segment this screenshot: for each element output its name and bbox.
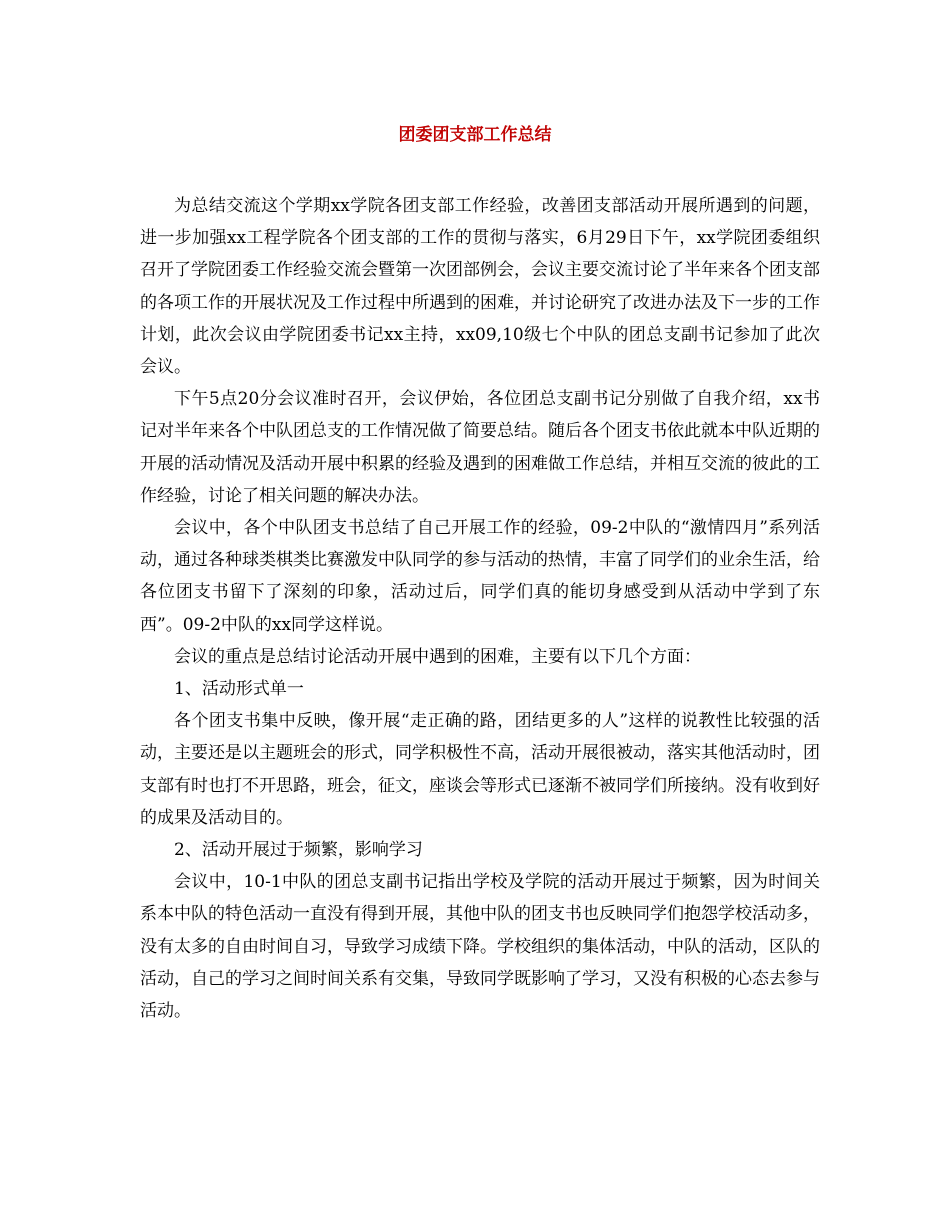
paragraph-4: 会议的重点是总结讨论活动开展中遇到的困难，主要有以下几个方面： [174, 646, 701, 667]
paragraph-2: 下午5点20分会议准时召开，会议伊始，各位团总支副书记分别做了自我介绍，xx书记对半年来各个中队团总支的工作情况做了简要总结。随后各个团支书依此就本中队近期的开展的活动情况及活动开展中积累的经验及遇到的困难做工作总结，并相互交流的彼此的工作经验，讨论了相关问题的解决办法。 [140, 389, 820, 506]
document-title: 团委团支部工作总结 [398, 125, 552, 145]
paragraph-1: 为总结交流这个学期xx学院各团支部工作经验，改善团支部活动开展所遇到的问题，进一步加强xx工程学院各个团支部的工作的贯彻与落实，6月29日下午，xx学院团委组织召开了学院团委工作经验交流会暨第一次团部例会，会议主要交流讨论了半年来各个团支部的各项工作的开展状况及工作过程中所遇到的困难，并讨论研究了改进办法及下一步的工作计划，此次会议由学院团委书记xx主持，xx09,10级七个中队的团总支副书记参加了此次会议。 [140, 196, 820, 378]
paragraph-6: 会议中，10-1中队的团总支副书记指出学校及学院的活动开展过于频繁，因为时间关系本中队的特色活动一直没有得到开展，其他中队的团支书也反映同学们抱怨学校活动多，没有太多的自由时间自习，导致学习成绩下降。学校组织的集体活动，中队的活动，区队的活动，自己的学习之间时间关系有交集，导致同学既影响了学习，又没有积极的心态去参与活动。 [140, 872, 820, 1022]
section-heading-2: 2、活动开展过于频繁，影响学习 [174, 840, 423, 861]
document-body [140, 190, 820, 1027]
paragraph-5: 各个团支书集中反映，像开展“走正确的路，团结更多的人”这样的说教性比较强的活动，主要还是以主题班会的形式，同学积极性不高，活动开展很被动，落实其他活动时，团支部有时也打不开思路，班会，征文，座谈会等形式已逐渐不被同学们所接纳。没有收到好的成果及活动目的。 [140, 711, 820, 828]
section-heading-1: 1、活动形式单一 [174, 679, 304, 700]
paragraph-3: 会议中，各个中队团支书总结了自己开展工作的经验，09-2中队的“激情四月”系列活动，通过各种球类棋类比赛激发中队同学的参与活动的热情，丰富了同学们的业余生活，给各位团支书留下了深刻的印象，活动过后，同学们真的能切身感受到从活动中学到了东西”。09-2中队的xx同学这样说。 [140, 518, 820, 635]
